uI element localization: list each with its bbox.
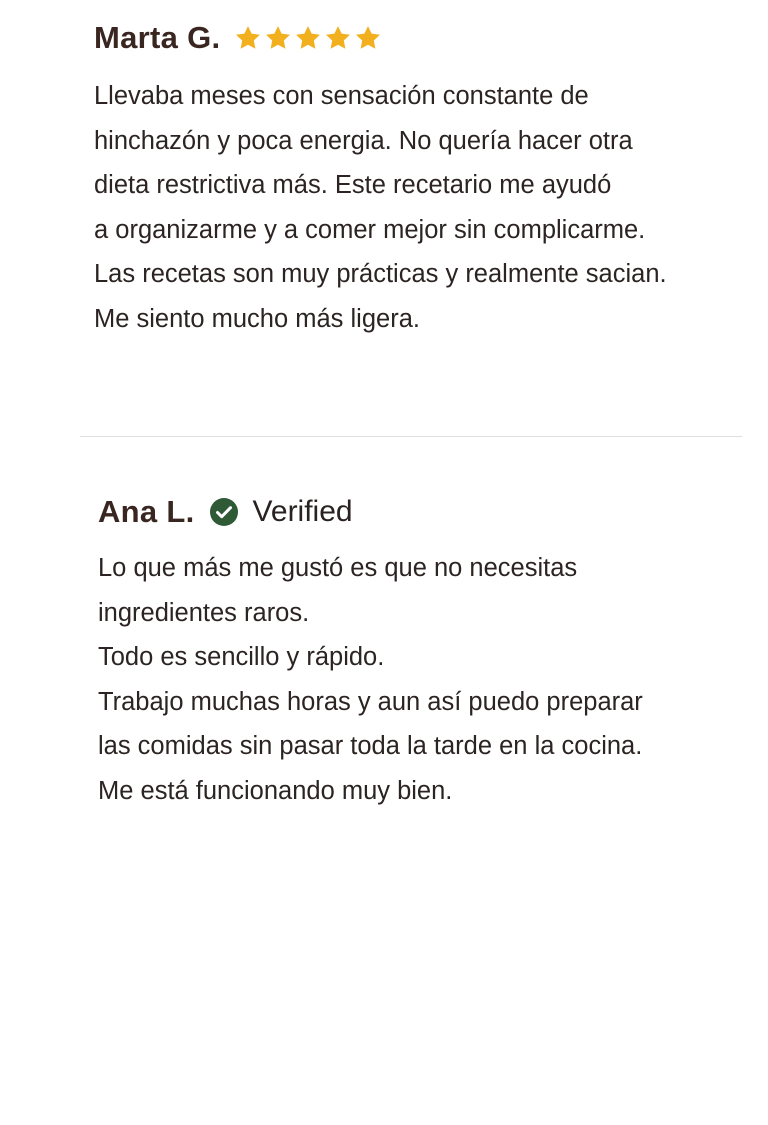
review-text-line: las comidas sin pasar toda la tarde en la cocina. <box>98 732 643 760</box>
star-icon <box>324 24 352 52</box>
review-header <box>0 14 768 62</box>
review-text-line: Trabajo muchas horas y aun así puedo preparar <box>98 687 643 716</box>
review-text-line: Las recetas son muy prácticas y realmente sacian. <box>94 260 667 288</box>
review-card <box>0 14 768 341</box>
review-text-line: Me está funcionando muy bien. <box>98 776 453 805</box>
review-text <box>0 74 768 341</box>
review-text-line: ingredientes raros. <box>98 598 310 627</box>
star-icon <box>354 24 382 52</box>
reviewer-name: Marta G. <box>94 20 221 55</box>
review-text <box>0 546 768 813</box>
review-text-line: dieta restrictiva más. Este recetario me ayudó <box>94 171 612 199</box>
star-rating <box>234 24 382 52</box>
review-text-line: Llevaba meses con sensación constante de <box>94 82 589 110</box>
star-icon <box>234 24 262 52</box>
check-circle-icon <box>209 497 239 527</box>
star-icon <box>294 24 322 52</box>
reviewer-name: Ana L. <box>98 494 195 529</box>
review-text-line: hinchazón y poca energia. No quería hacer otra <box>94 126 633 155</box>
review-text-line: Todo es sencillo y rápido. <box>98 643 385 671</box>
star-icon <box>264 24 292 52</box>
review-header <box>0 488 768 536</box>
review-card <box>0 488 768 813</box>
review-text-line: Lo que más me gustó es que no necesitas <box>98 554 578 582</box>
review-divider <box>80 436 742 437</box>
verified-label: Verified <box>252 495 353 528</box>
review-text-line: Me siento mucho más ligera. <box>94 304 420 333</box>
review-text-line: a organizarme y a comer mejor sin complicarme. <box>94 215 646 244</box>
